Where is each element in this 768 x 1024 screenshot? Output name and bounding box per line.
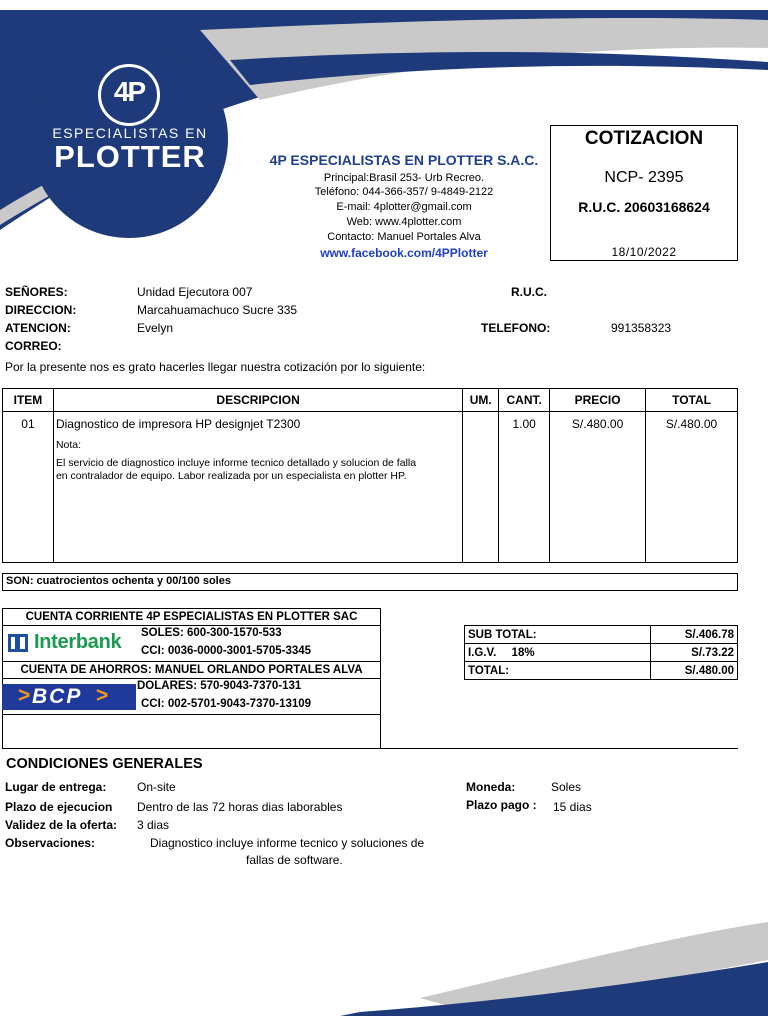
moneda-value: Soles <box>551 780 582 794</box>
quote-number: NCP- 2395 <box>604 169 684 186</box>
observaciones-line1: Diagnostico incluye informe tecnico y soluciones de <box>150 836 425 850</box>
subtotal-label: SUB TOTAL: <box>465 626 651 644</box>
company-web: Web: www.4plotter.com <box>346 216 462 228</box>
atencion-label: ATENCION: <box>5 321 71 335</box>
interbank-soles: SOLES: 600-300-1570-533 <box>141 627 282 639</box>
quote-date: 18/10/2022 <box>611 245 677 259</box>
bcp-logo-text: BCP <box>32 685 83 708</box>
totals-table <box>464 625 738 680</box>
quote-title: COTIZACION <box>584 128 704 149</box>
telefono-value: 991358323 <box>611 321 672 335</box>
senores-label: SEÑORES: <box>5 285 68 299</box>
client-ruc-label: R.U.C. <box>511 285 547 299</box>
direccion-value: Marcahuamachuco Sucre 335 <box>137 303 298 317</box>
senores-value: Unidad Ejecutora 007 <box>137 285 253 299</box>
validez-label: Validez de la oferta: <box>5 818 118 832</box>
atencion-value: Evelyn <box>137 321 174 335</box>
description-note-line1: El servicio de diagnostico incluye informe tecnico detallado y solucion de falla <box>55 457 417 469</box>
igv-label: I.G.V. <box>468 646 497 659</box>
cell-cant: 1.00 <box>499 412 550 563</box>
telefono-label: TELEFONO: <box>481 321 551 335</box>
observaciones-label: Observaciones: <box>5 836 96 850</box>
correo-label: CORREO: <box>5 339 62 353</box>
interbank-logo <box>8 631 134 655</box>
quote-ruc: R.U.C. 20603168624 <box>578 199 710 215</box>
bcp-logo: > BCP > <box>2 684 136 710</box>
footer-swoosh-graphic <box>0 920 768 1024</box>
subtotal-row <box>465 626 738 644</box>
cell-precio: S/.480.00 <box>550 412 646 563</box>
plazo-value: Dentro de las 72 horas dias laborables <box>137 800 343 814</box>
company-name: 4P ESPECIALISTAS EN PLOTTER S.A.C. <box>269 152 539 168</box>
description-title: Diagnostico de impresora HP designjet T2300 <box>55 417 301 431</box>
plazo-pago-value: 15 dias <box>553 800 592 814</box>
company-contact: Contacto: Manuel Portales Alva <box>327 231 481 243</box>
moneda-label: Moneda: <box>466 780 516 794</box>
savings-account-title: CUENTA DE AHORROS: MANUEL ORLANDO PORTALES ALVA <box>2 661 381 679</box>
bcp-logo-arrow: > <box>18 684 31 707</box>
table-header-row <box>3 389 738 412</box>
company-email: E-mail: 4plotter@gmail.com <box>336 201 472 213</box>
description-note-label: Nota: <box>55 439 82 451</box>
cell-um <box>463 412 499 563</box>
igv-row <box>465 644 738 662</box>
plazo-label: Plazo de ejecucion <box>5 800 113 814</box>
header-descripcion: DESCRIPCION <box>53 389 462 412</box>
subtotal-value: S/.406.78 <box>651 626 738 644</box>
bcp-cci: CCI: 002-5701-9043-7370-13109 <box>141 698 312 710</box>
company-phone: Teléfono: 044-366-357/ 9-4849-2122 <box>314 186 494 198</box>
observaciones-line2: fallas de software. <box>246 853 343 867</box>
interbank-logo-text: Interbank <box>34 631 122 653</box>
header-cant: CANT. <box>499 389 550 412</box>
current-account-title: CUENTA CORRIENTE 4P ESPECIALISTAS EN PLOTTER SAC <box>2 608 381 626</box>
logo-line2: PLOTTER <box>54 139 206 174</box>
lugar-value: On-site <box>137 780 176 794</box>
bcp-dolares: DOLARES: 570-9043-7370-131 <box>137 680 302 692</box>
conditions-title: CONDICIONES GENERALES <box>6 756 203 772</box>
cell-item: 01 <box>3 412 54 563</box>
validez-value: 3 dias <box>137 818 170 832</box>
plazo-pago-label: Plazo pago : <box>466 798 537 812</box>
igv-rate: 18% <box>511 646 535 659</box>
table-row <box>3 412 738 563</box>
header-um: UM. <box>463 389 499 412</box>
description-note-line2: en contralador de equipo. Labor realizada por un especialista en plotter HP. <box>55 470 407 482</box>
total-row <box>465 662 738 680</box>
company-address: Principal:Brasil 253- Urb Recreo. <box>323 172 485 184</box>
amount-in-words: SON: cuatrocientos ochenta y 00/100 soles <box>2 573 738 591</box>
company-facebook-link[interactable]: www.facebook.com/4PPlotter <box>320 246 488 260</box>
items-table <box>2 388 738 563</box>
lugar-label: Lugar de entrega: <box>5 780 107 794</box>
header-total: TOTAL <box>646 389 738 412</box>
total-label: TOTAL: <box>465 662 651 680</box>
logo-mark: 4P <box>113 76 145 107</box>
intro-text: Por la presente nos es grato hacerles llegar nuestra cotización por lo siguiente: <box>5 360 426 374</box>
divider-line <box>381 748 738 749</box>
header-precio: PRECIO <box>550 389 646 412</box>
cell-total: S/.480.00 <box>646 412 738 563</box>
igv-value: S/.73.22 <box>651 644 738 662</box>
header-item: ITEM <box>3 389 54 412</box>
interbank-cci: CCI: 0036-0000-3001-5705-3345 <box>141 645 312 657</box>
direccion-label: DIRECCION: <box>5 303 77 317</box>
logo-line1: ESPECIALISTAS EN <box>52 125 208 141</box>
cell-description <box>53 412 462 563</box>
total-value: S/.480.00 <box>651 662 738 680</box>
igv-cell <box>465 644 651 662</box>
